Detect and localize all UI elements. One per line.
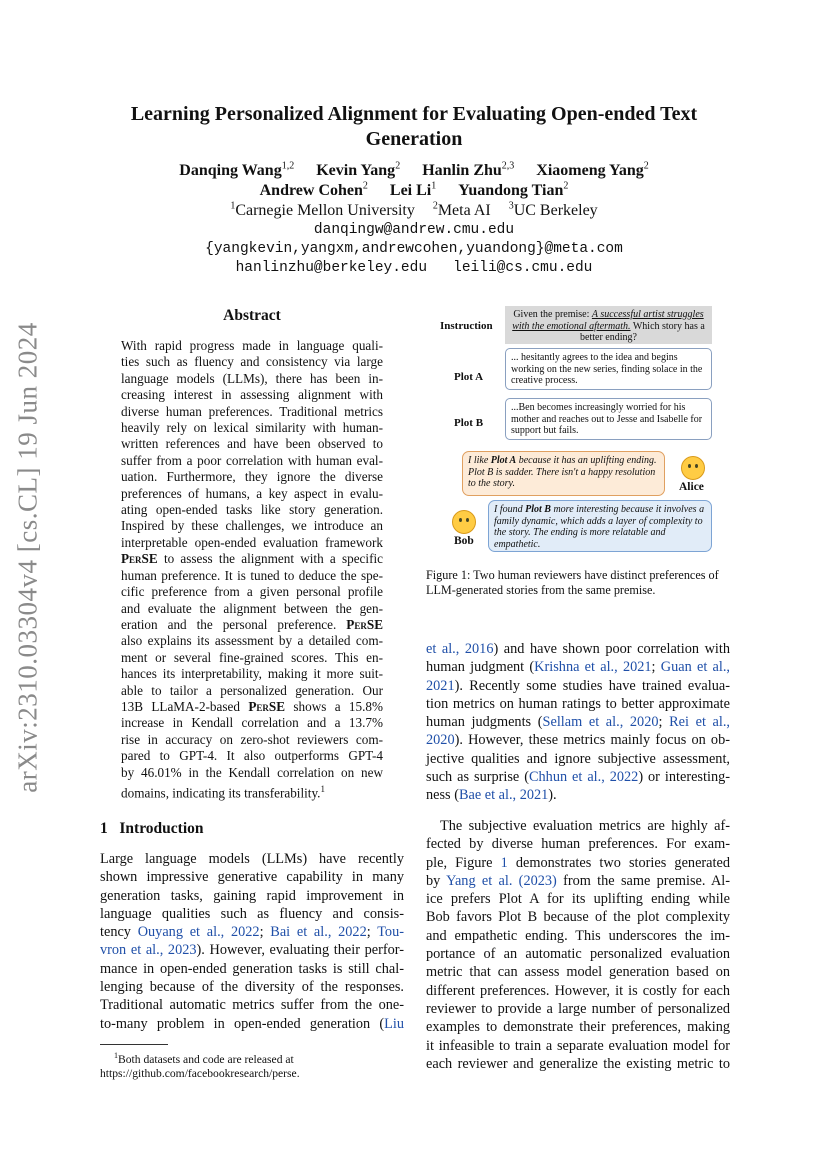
text-line: language qualities such as fluency and consis-: [100, 905, 404, 922]
text-line: fected by diverse human preferences. For exam-: [426, 836, 730, 853]
paper-title: [100, 102, 728, 152]
right-paragraph-1: [426, 640, 730, 805]
text-line: shown impressive generative capability in many: [100, 869, 404, 886]
author-text: Xiaomeng Yang: [536, 162, 644, 180]
section-title: Introduction: [119, 820, 204, 837]
text-line: Inspired by these challenges, we introduce an: [121, 518, 383, 534]
text-line: ple, Figure 1 demonstrates two stories generated: [426, 854, 730, 871]
text-line: by 46.01% in the Kendall correlation on new: [121, 764, 383, 780]
author-name: [422, 162, 514, 179]
text-line: With rapid progress made in language quali-: [121, 338, 383, 353]
text-line: ice prefers Plot A for its uplifting ending while: [426, 891, 730, 908]
text-line: human preference. It is tuned to deduce the spe-: [121, 567, 383, 583]
text-line: PerSE to assess the alignment with a specific: [121, 551, 383, 567]
author-affiliation-mark: 2: [395, 161, 401, 172]
text-line: generation tasks, gaining rapid improvement in: [100, 887, 404, 904]
intro-paragraph: [100, 850, 404, 1033]
bob-comment: I found Plot B more interesting because it involves a family dynamic, which adds a layer of complexity to the story. The ending is more relatable and empathetic.: [488, 500, 712, 552]
footnote-mark: 1: [114, 1051, 118, 1060]
citation-link[interactable]: et al., 2016: [426, 641, 494, 657]
author-line-2: [100, 181, 728, 200]
footnote: [100, 1049, 404, 1082]
citation-link[interactable]: Guan et al.,: [660, 659, 731, 676]
text-line: ating open-ended tasks like story generation.: [121, 502, 383, 518]
affiliation: [433, 202, 491, 219]
author-text: Danqing Wang: [179, 162, 282, 180]
text-line: increase in Kendall correlation and a 13.7%: [121, 715, 383, 731]
author-affiliation-mark: 2: [362, 181, 368, 192]
author-text: Hanlin Zhu: [422, 162, 502, 180]
instruction-label: Instruction: [440, 320, 493, 332]
citation-link[interactable]: Krishna et al., 2021: [534, 659, 652, 676]
perse-name: PerSE: [121, 551, 158, 567]
instruction-box: Given the premise: A successful artist struggles with the emotional aftermath. Which story has a better ending?: [505, 306, 712, 344]
affiliations: [100, 201, 728, 220]
affiliation-mark: 1: [230, 201, 236, 212]
text-line: to-many problem in open-ended generation (Liu: [100, 1015, 404, 1032]
affiliation-mark: 3: [508, 201, 514, 212]
text-line: ties such as fluency and consistency via large: [121, 354, 383, 370]
author-line-1: [100, 161, 728, 180]
citation-link[interactable]: Yang et al. (2023): [446, 872, 557, 889]
section-heading: [100, 820, 204, 838]
text-line: cific preference from a given personal profile: [121, 584, 383, 600]
bob-name: Bob: [454, 535, 474, 547]
email-leili: leili@cs.cmu.edu: [453, 260, 593, 276]
email-line-3: [100, 260, 728, 276]
author-name: [260, 182, 368, 199]
text-line: preferences of humans, a key aspect in evalu-: [121, 485, 383, 501]
footnote-rule: [100, 1044, 168, 1045]
perse-name: PerSE: [346, 616, 383, 632]
text-line: such as surprise (Chhun et al., 2022) or interesting-: [426, 769, 730, 786]
citation-link[interactable]: Sellam et al., 2020: [542, 714, 659, 731]
text-line: it infeasible to train a separate evaluation model for: [426, 1037, 730, 1054]
text-line: suffer from a poor correlation with human eval-: [121, 452, 383, 468]
author-name: [390, 182, 436, 199]
citation-link[interactable]: vron et al., 2023: [100, 942, 197, 959]
text-line: uation. Furthermore, they ignore the diverse: [121, 469, 383, 485]
citation-link[interactable]: Chhun et al., 2022: [528, 769, 639, 786]
text-line: diverse human preferences. Traditional metrics: [121, 403, 383, 419]
citation-link[interactable]: Tou-: [377, 924, 404, 941]
author-affiliation-mark: 1,2: [281, 161, 295, 172]
title-line-1: Learning Personalized Alignment for Evaluating Open-ended Text: [130, 103, 698, 125]
footnote-ref[interactable]: 1: [320, 783, 325, 794]
text-line: language models (LLMs), there has been in-: [121, 370, 383, 386]
text-line: examples to demonstrate their preferences, making: [426, 1019, 730, 1036]
premise-text: A successful artist struggles with the emotional aftermath.: [512, 309, 704, 332]
text-line: reviewer to provide a large number of personalized: [426, 1000, 730, 1017]
affiliation: [230, 202, 415, 219]
abstract-heading: Abstract: [223, 307, 281, 324]
text-line: et al., 2016) and have shown poor correlation with: [426, 641, 730, 657]
author-name: [316, 162, 400, 179]
text-line: tency Ouyang et al., 2022; Bai et al., 2022; Tou-: [100, 924, 404, 941]
text-line: ment or several fine-grained scores. This en-: [121, 649, 383, 665]
text-line: able to tailor a personalized generation. Our: [121, 682, 383, 698]
author-text: Andrew Cohen: [259, 182, 363, 200]
right-paragraph-2: [426, 817, 730, 1073]
text-line: Bob favors Plot B because of the plot complexity: [426, 909, 730, 926]
author-name: [536, 162, 648, 179]
citation-link[interactable]: Liu: [384, 1015, 404, 1032]
citation-link[interactable]: Rei et al.,: [669, 714, 731, 731]
text-line: tion metrics on human ratings to better approximate: [426, 695, 730, 712]
author-text: Yuandong Tian: [458, 182, 564, 200]
text-line: and evaluate the alignment between the gen-: [121, 600, 383, 616]
affiliation-mark: 2: [432, 201, 438, 212]
text-line: human judgment (Krishna et al., 2021; Guan et al.,: [426, 659, 731, 676]
citation-link[interactable]: Bae et al., 2021: [458, 787, 549, 804]
text-line: domains, indicating its transferability.$^1$: [121, 783, 325, 801]
text-line: heavily rely on lexical similarity with human-: [121, 420, 383, 436]
citation-link[interactable]: 1: [500, 854, 508, 871]
text-line: Traditional automatic metrics suffer from the one-: [100, 997, 404, 1014]
bob-avatar-icon: [452, 510, 476, 534]
text-line: ness (Bae et al., 2021).: [426, 787, 557, 804]
text-line: interpretable open-ended evaluation framework: [121, 534, 383, 550]
citation-link[interactable]: Ouyang et al., 2022: [137, 924, 260, 941]
text-line: 2020). However, these metrics mainly focus on ob-: [426, 732, 730, 749]
affiliation-name: Meta AI: [437, 202, 491, 220]
text-line: rise in accuracy on zero-shot reviewers com-: [121, 731, 383, 747]
plot-b-box: ...Ben becomes increasingly worried for his mother and reaches out to Jesse and Isabelle for support but fails.: [505, 398, 712, 440]
text-line: The subjective evaluation metrics are highly af-: [440, 818, 730, 834]
affiliation-name: Carnegie Mellon University: [235, 202, 415, 220]
email-line-2: {yangkevin,yangxm,andrewcohen,yuandong}@meta.com: [205, 241, 623, 257]
citation-link[interactable]: 2020: [426, 732, 455, 749]
text-line: lenging because of the diversity of the responses.: [100, 979, 404, 996]
title-line-2: Generation: [365, 128, 463, 150]
text-line: and empathetic ending. This underscores the im-: [426, 927, 730, 944]
citation-link[interactable]: Bai et al., 2022: [270, 924, 367, 941]
plot-b-label: Plot B: [454, 417, 484, 429]
email-line-1: danqingw@andrew.cmu.edu: [313, 222, 515, 238]
citation-link[interactable]: 2021: [426, 677, 455, 694]
author-name: [179, 162, 294, 179]
alice-comment: I like Plot A because it has an uplifting ending. Plot B is sadder. There isn't a happy resolution to the story.: [462, 451, 665, 496]
text-line: also explains its assessment by a detailed com-: [121, 633, 383, 649]
author-text: Lei Li: [389, 182, 432, 200]
author-affiliation-mark: 2,3: [501, 161, 515, 172]
text-line: 2021). Recently some studies have trained evalua-: [426, 677, 730, 694]
alice-avatar-icon: [681, 456, 705, 480]
text-line: creasing interest in assessing alignment with: [121, 387, 383, 403]
text-line: eration and the personal preference. PerSE: [121, 616, 383, 632]
section-number: 1: [100, 820, 108, 837]
affiliation: [509, 202, 598, 219]
footnote-url[interactable]: https://github.com/facebookresearch/perse.: [100, 1067, 300, 1081]
footnote-line-1: $^1$Both datasets and code are released at: [114, 1051, 294, 1066]
author-affiliation-mark: 1: [431, 181, 437, 192]
perse-name: PerSE: [248, 698, 286, 714]
author-text: Kevin Yang: [316, 162, 396, 180]
text-line: different preferences. However, it is costly for each: [426, 982, 730, 999]
text-line: by Yang et al. (2023) from the same premise. Al-: [426, 872, 731, 889]
author-name: [458, 182, 568, 199]
affiliation-name: UC Berkeley: [513, 202, 598, 220]
alice-name: Alice: [679, 481, 704, 493]
text-line: 13B LLaMA-2-based PerSE shows a 15.8%: [121, 698, 383, 714]
text-line: written references and have been observed to: [121, 436, 383, 452]
abstract-body: [121, 338, 383, 802]
plot-a-box: ... hesitantly agrees to the idea and begins working on the new series, finding solace in the creative process.: [505, 348, 712, 390]
text-line: metric that can assess model generation based on: [426, 964, 730, 981]
text-line: portance of an automatic personalized evaluation: [426, 946, 730, 963]
text-line: each reviewer and generalize the existing metric to: [426, 1055, 730, 1072]
email-cmu-berkeley: hanlinzhu@berkeley.edu: [235, 260, 428, 276]
text-line: pared to GPT-4. It also outperforms GPT-4: [121, 748, 383, 764]
text-line: Large language models (LLMs) have recently: [100, 851, 404, 867]
text-line: hances its interpretability, making it more suit-: [121, 666, 383, 682]
plot-a-label: Plot A: [454, 371, 484, 383]
text-line: vron et al., 2023). However, evaluating their perfor-: [100, 942, 404, 959]
author-affiliation-mark: 2: [643, 161, 649, 172]
text-line: mance in open-ended generation tasks is still chal-: [100, 960, 404, 977]
text-line: human judgments (Sellam et al., 2020; Rei et al.,: [426, 714, 731, 731]
text-line: jective qualities and ignore subjective assessment,: [426, 750, 730, 767]
figure-caption: Figure 1: Two human reviewers have distinct preferences of LLM-generated stories from the same premise.: [426, 568, 719, 597]
author-affiliation-mark: 2: [563, 181, 569, 192]
